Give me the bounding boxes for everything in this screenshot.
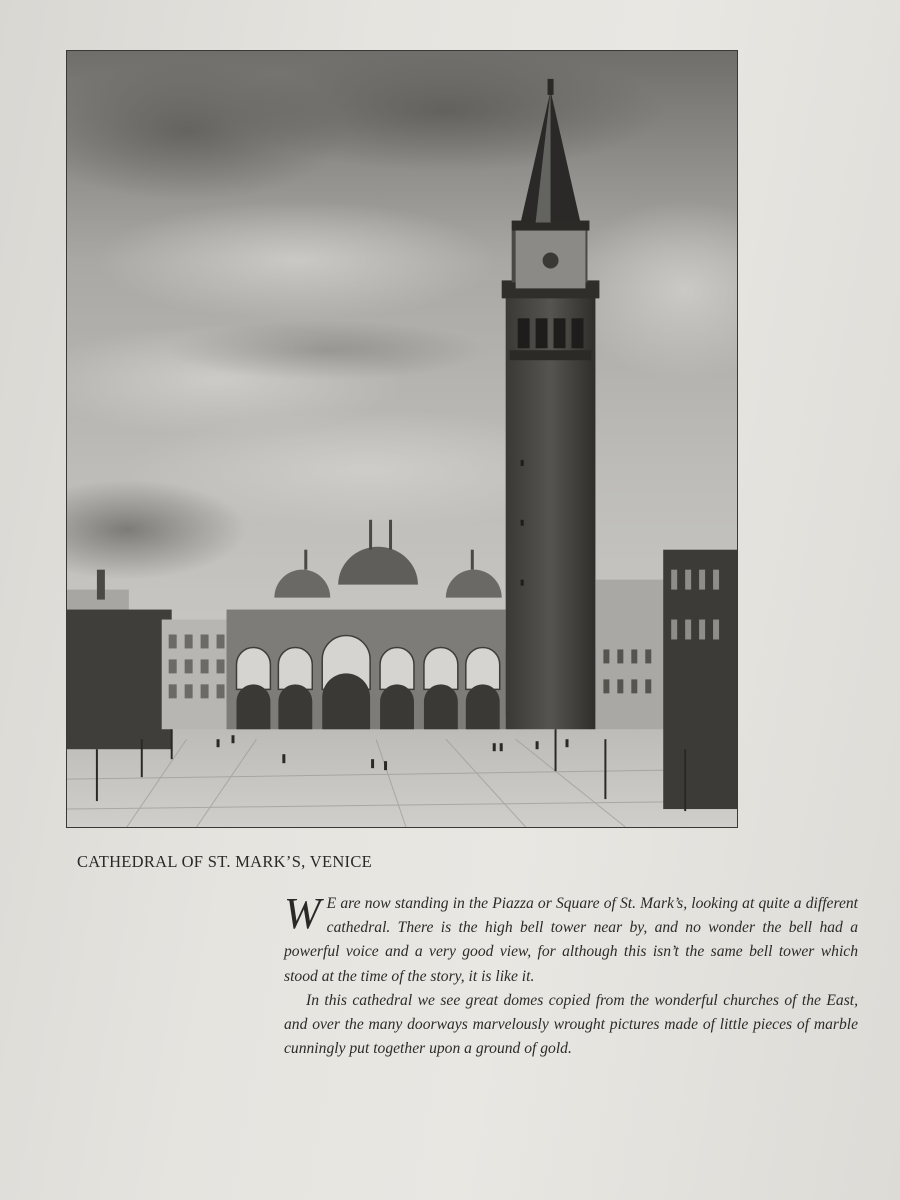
- photo-caption: CATHEDRAL OF ST. MARK’S, VENICE: [77, 852, 373, 871]
- drop-cap: W: [284, 889, 321, 938]
- body-text: [284, 889, 858, 1061]
- photograph-plate: [66, 50, 738, 828]
- paragraph-1-text: E are now standing in the Piazza or Square of St. Mark’s, looking at quite a different cathedral. There is the high bell tower near by, and no wonder the bell had a powerful voice and a very good view, for although this isn’t the same bell tower which stood at the time of the story, it is like it.: [284, 895, 858, 985]
- venice-photograph: [67, 51, 737, 827]
- paragraph-1: [284, 889, 858, 989]
- paragraph-2: In this cathedral we see great domes copied from the wonderful churches of the East, and over the many doorways marvelously wrought pictures made of little pieces of marble cunningly put together upon a ground of gold.: [284, 991, 858, 1058]
